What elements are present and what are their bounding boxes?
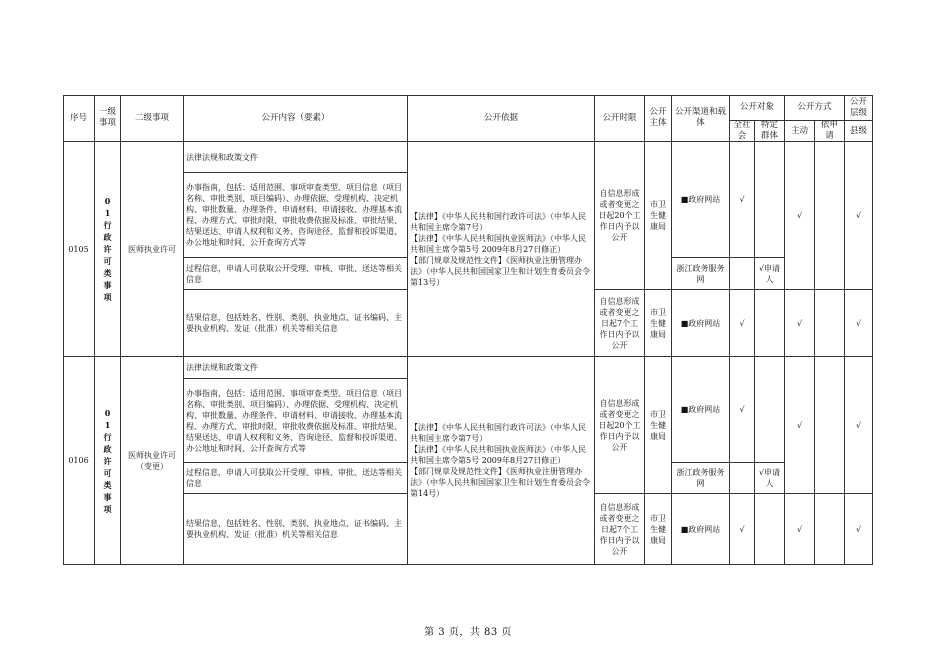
row-subject-b: 市卫生健康局 xyxy=(645,494,672,565)
row-content-laws: 法律法规和政策文件 xyxy=(184,357,408,379)
row-time-limit-a: 自信息形成或者变更之日起20个工作日内予以公开 xyxy=(595,142,645,290)
row-target-specific-a xyxy=(755,142,785,258)
row-content-process: 过程信息，申请人可获取公开受理、审核、审批、送达等相关信息 xyxy=(184,463,408,494)
header-level-county: 县级 xyxy=(845,121,873,142)
row-subject-a: 市卫生健康局 xyxy=(645,142,672,290)
row-subject-a: 市卫生健康局 xyxy=(645,357,672,494)
row-method-active-a: √ xyxy=(785,357,815,494)
header-method-apply: 依申请 xyxy=(815,121,845,142)
header-basis: 公开依据 xyxy=(408,95,595,142)
header-method-active: 主动 xyxy=(785,121,815,142)
row-content-guide: 办事指南，包括：适用范围、事项审查类型、项目信息（项目名称、审批类别、项目编码）、办理依据、受理机构、决定机构、审批数量、办理条件、申请材料、申请接收、办理基本流程、办理方式、审批时限、审批收费依据及标准、审批结果、结果送达、申请人权利和义务、咨询途径、监督和投诉渠道、办公地址和时间、公开查询方式等 xyxy=(184,173,408,258)
row-target-all-c: √ xyxy=(730,494,755,565)
row-level1 xyxy=(95,142,121,357)
header-time-limit: 公开时限 xyxy=(595,95,645,142)
row-channel-a: ■政府网站 xyxy=(672,142,730,258)
row-time-limit-a: 自信息形成或者变更之日起20个工作日内予以公开 xyxy=(595,357,645,494)
row-method-active-c: √ xyxy=(785,290,815,357)
header-channel: 公开渠道和载体 xyxy=(672,95,730,142)
row-basis: 【法律】《中华人民共和国行政许可法》（中华人民共和国主席令第7号） 【法律】《中华人民共和国执业医师法》（中华人民共和国主席令第5号 2009年8月27日修正） 【部门规章及规范性文件】《医师执业注册管理办法》（中华人民共和国国家卫生和计划生育委员会令第13号） xyxy=(408,142,595,357)
spreadsheet-table xyxy=(63,95,873,565)
row-seq: 0106 xyxy=(63,357,95,565)
row-target-all-c: √ xyxy=(730,290,755,357)
row-target-all-b xyxy=(730,258,755,290)
row-target-specific-b: √申请人 xyxy=(755,463,785,494)
row-level1-text: 01行政许可类事项 xyxy=(103,407,112,514)
row-seq: 0105 xyxy=(63,142,95,357)
row-target-specific-c xyxy=(755,494,785,565)
row-content-process: 过程信息，申请人可获取公开受理、审核、审批、送达等相关信息 xyxy=(184,258,408,290)
row-target-all-b xyxy=(730,463,755,494)
page-footer: 第 3 页，共 83 页 xyxy=(424,627,512,638)
row-level-county-c: √ xyxy=(845,290,873,357)
row-level-county-a: √ xyxy=(845,142,873,290)
header-target: 公开对象 xyxy=(730,95,785,121)
header-level: 公开层级 xyxy=(845,95,873,121)
row-basis: 【法律】《中华人民共和国行政许可法》（中华人民共和国主席令第7号） 【法律】《中华人民共和国执业医师法》（中华人民共和国主席令第5号 2009年8月27日修正） 【部门规章及规范性文件】《医师执业注册管理办法》（中华人民共和国国家卫生和计划生育委员会令第14号） xyxy=(408,357,595,565)
row-level2: 医师执业许可 xyxy=(121,142,184,357)
row-channel-b: 浙江政务服务网 xyxy=(672,258,730,290)
row-channel-b: 浙江政务服务网 xyxy=(672,463,730,494)
row-target-specific-c xyxy=(755,290,785,357)
row-method-active-c: √ xyxy=(785,494,815,565)
row-level2: 医师执业许可（变更） xyxy=(121,357,184,565)
header-target-all: 全社会 xyxy=(730,121,755,142)
row-level-county-c: √ xyxy=(845,494,873,565)
row-level-county-a: √ xyxy=(845,357,873,494)
row-method-apply-a xyxy=(815,142,845,290)
row-time-limit-b: 自信息形成或者变更之日起7个工作日内予以公开 xyxy=(595,290,645,357)
header-target-specific: 特定群体 xyxy=(755,121,785,142)
row-target-all-a: √ xyxy=(730,357,755,463)
row-target-all-a: √ xyxy=(730,142,755,258)
row-method-active-a: √ xyxy=(785,142,815,290)
header-subject: 公开主体 xyxy=(645,95,672,142)
row-method-apply-a xyxy=(815,357,845,494)
row-channel-a: ■政府网站 xyxy=(672,357,730,463)
header-content: 公开内容（要素） xyxy=(184,95,408,142)
row-method-apply-c xyxy=(815,494,845,565)
row-time-limit-b: 自信息形成或者变更之日起7个工作日内予以公开 xyxy=(595,494,645,565)
row-channel-c: ■政府网站 xyxy=(672,494,730,565)
row-channel-c: ■政府网站 xyxy=(672,290,730,357)
row-level1-text: 01行政许可类事项 xyxy=(103,196,112,302)
row-content-result: 结果信息，包括姓名、性别、类别、执业地点、证书编码、主要执业机构、发证（批准）机关等相关信息 xyxy=(184,494,408,565)
row-target-specific-a xyxy=(755,357,785,463)
row-method-apply-c xyxy=(815,290,845,357)
header-level1: 一级事项 xyxy=(95,95,121,142)
row-content-laws: 法律法规和政策文件 xyxy=(184,142,408,173)
row-content-result: 结果信息，包括姓名、性别、类别、执业地点、证书编码、主要执业机构、发证（批准）机关等相关信息 xyxy=(184,290,408,357)
row-content-guide: 办事指南，包括：适用范围、事项审查类型、项目信息（项目名称、审批类别、项目编码）、办理依据、受理机构、决定机构、审批数量、办理条件、申请材料、申请接收、办理基本流程、办理方式、审批时限、审批收费依据及标准、审批结果、结果送达、申请人权利和义务、咨询途径、监督和投诉渠道、办公地址和时间、公开查询方式等 xyxy=(184,379,408,463)
header-method: 公开方式 xyxy=(785,95,845,121)
row-level1 xyxy=(95,357,121,565)
row-subject-b: 市卫生健康局 xyxy=(645,290,672,357)
header-seq: 序号 xyxy=(63,95,95,142)
header-level2: 二级事项 xyxy=(121,95,184,142)
row-target-specific-b: √申请人 xyxy=(755,258,785,290)
